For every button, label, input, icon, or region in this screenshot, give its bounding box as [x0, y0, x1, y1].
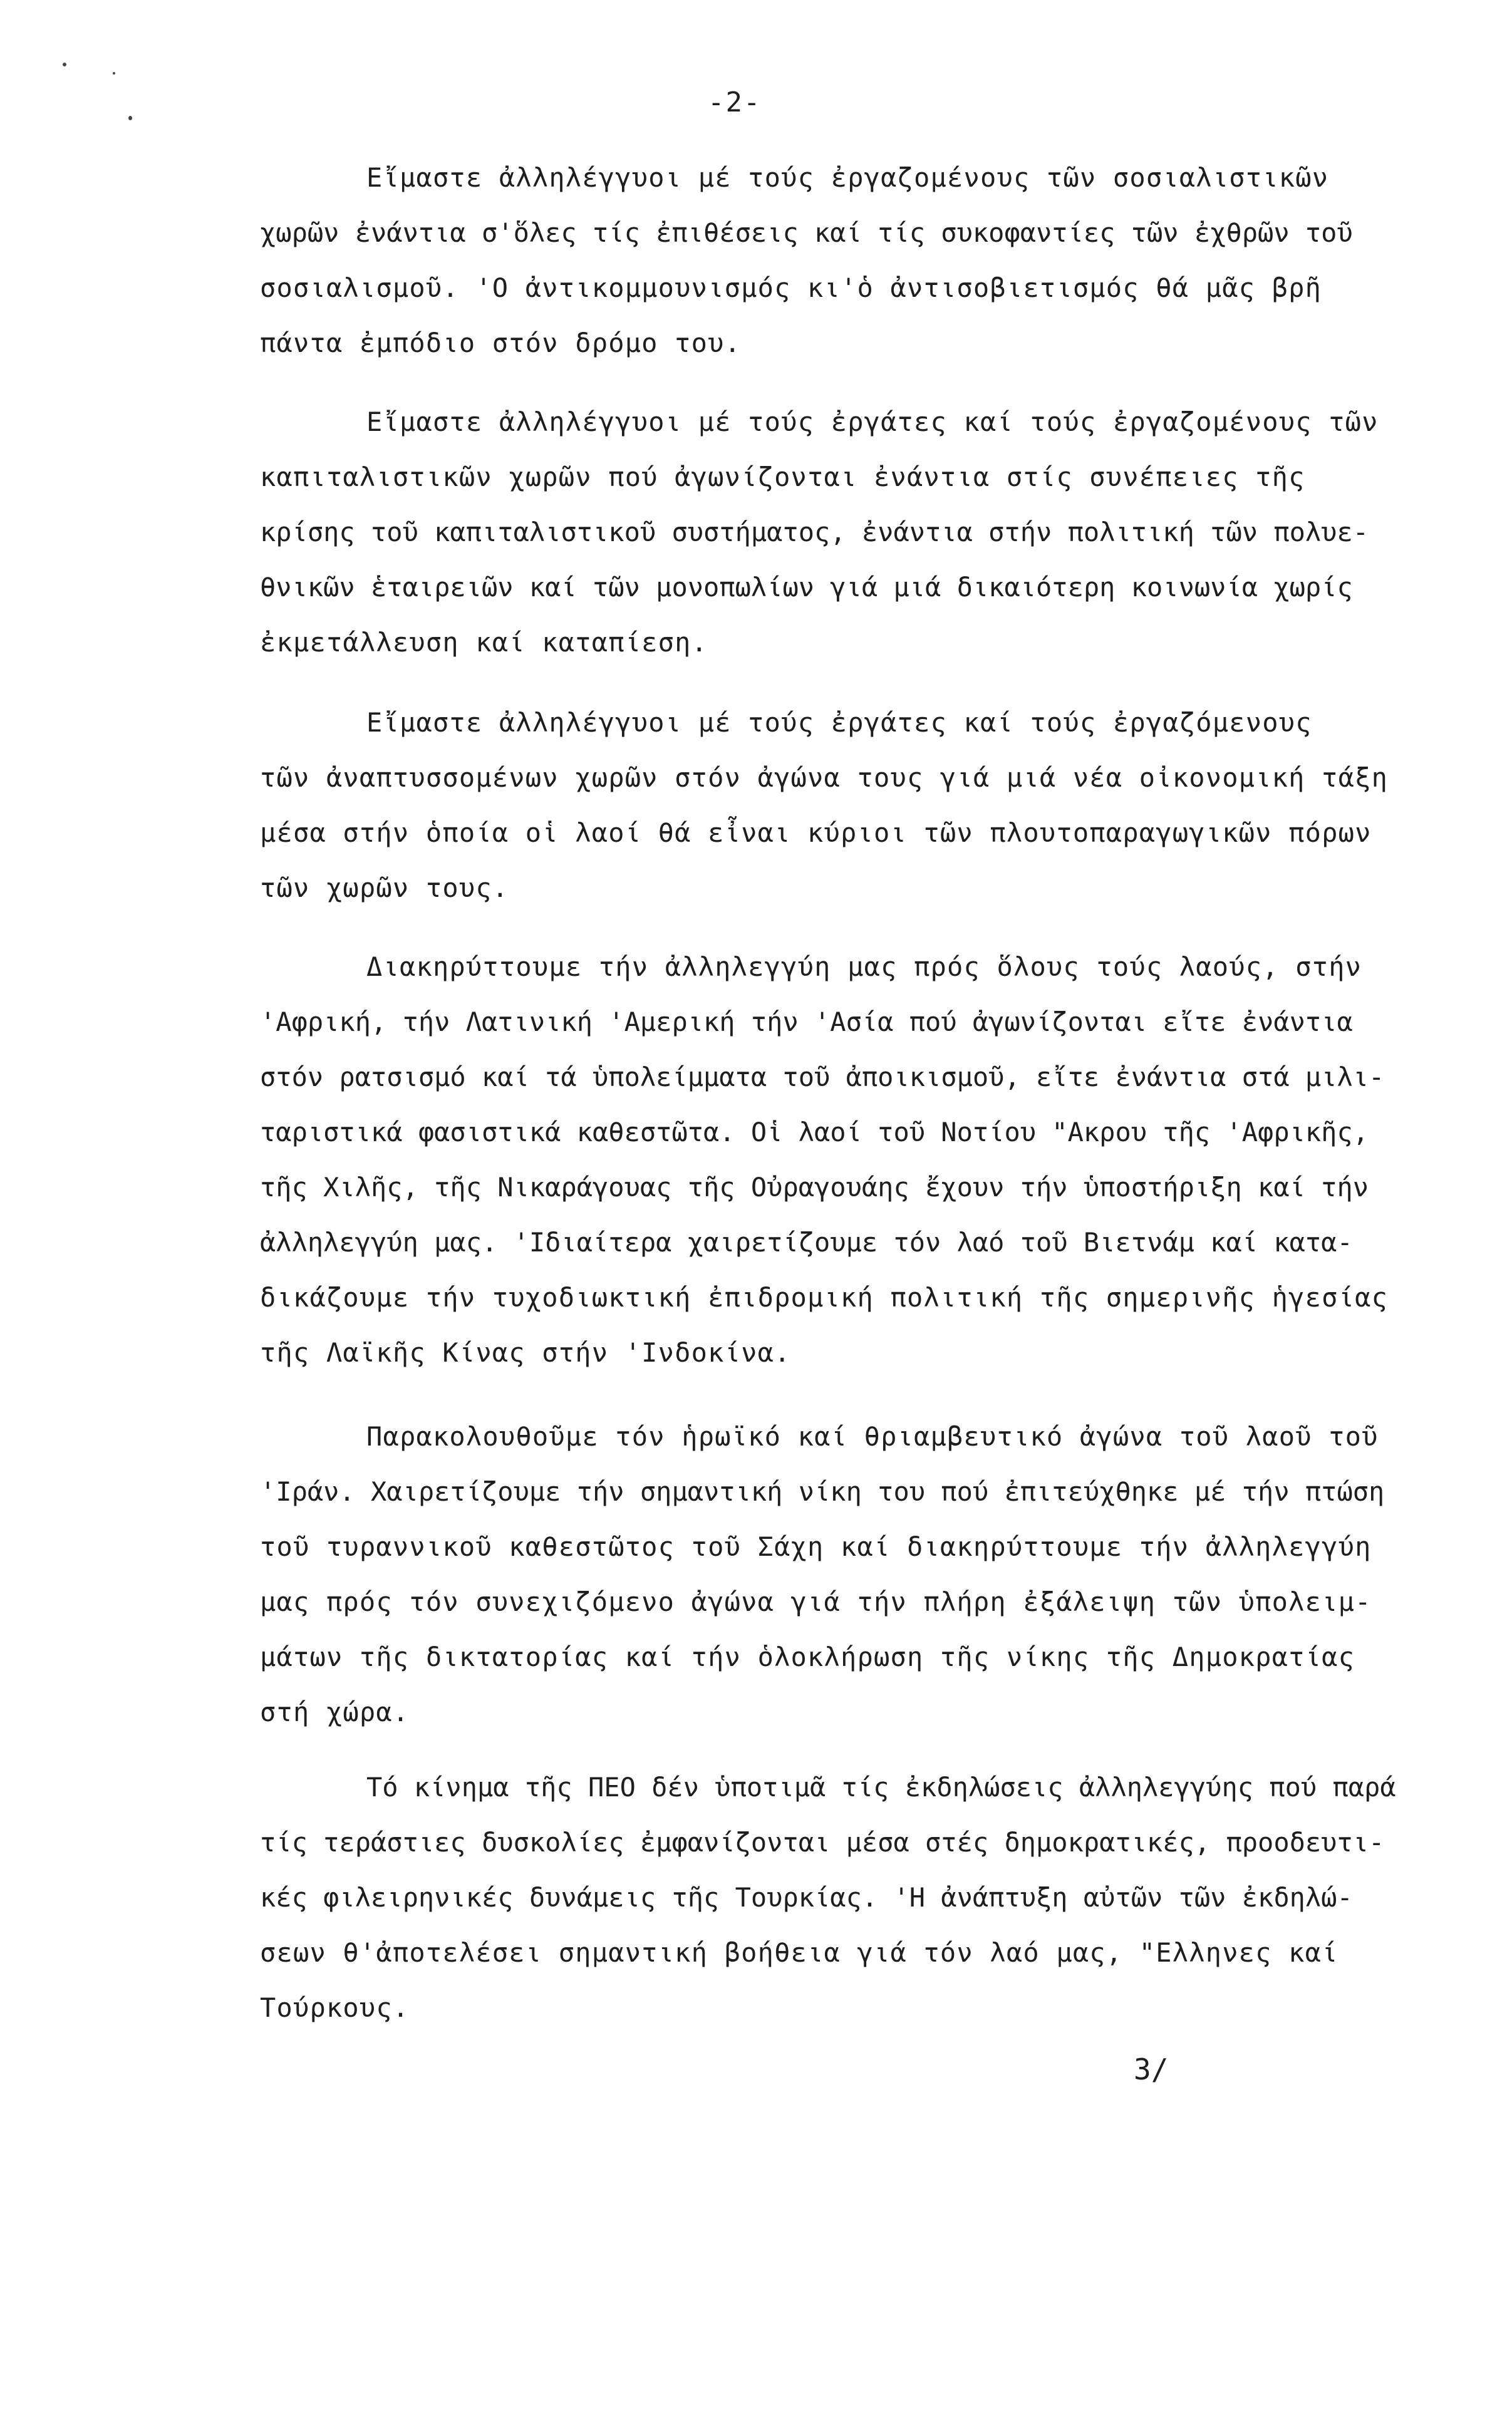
- text-line: κρίσης τοῦ καπιταλιστικοῦ συστήματος, ἐνάντια στήν πολιτική τῶν πολυε-: [260, 517, 1369, 547]
- continuation-marker: 3/: [1134, 2052, 1169, 2086]
- text-line: τῶν ἀναπτυσσομένων χωρῶν στόν ἀγώνα τους γιά μιά νέα οἰκονομική τάξη: [260, 762, 1389, 793]
- text-line: ἀλληλεγγύη μας. 'Ιδιαίτερα χαιρετίζουμε τόν λαό τοῦ Βιετνάμ καί κατα-: [260, 1227, 1353, 1258]
- text-line: μέσα στήν ὁποία οἱ λαοί θά εἶναι κύριοι τῶν πλουτοπαραγωγικῶν πόρων: [260, 817, 1372, 848]
- paragraph-peoples-solidarity: [260, 939, 1400, 1380]
- text-line: στόν ρατσισμό καί τά ὑπολείμματα τοῦ ἀποικισμοῦ, εἴτε ἐνάντια στά μιλι-: [260, 1062, 1385, 1092]
- text-line: ταριστικά φασιστικά καθεστῶτα. Οἱ λαοί τοῦ Νοτίου "Ακρου τῆς 'Αφρικῆς,: [260, 1117, 1369, 1147]
- scan-speck: [128, 116, 132, 120]
- paragraph-developing-countries: [260, 695, 1400, 916]
- text-line: πάντα ἐμπόδιο στόν δρόμο του.: [260, 328, 742, 358]
- text-line: τῆς Λαϊκῆς Κίνας στήν 'Ινδοκίνα.: [260, 1337, 791, 1368]
- text-line: τίς τεράστιες δυσκολίες ἐμφανίζονται μέσα στές δημοκρατικές, προοδευτι-: [260, 1827, 1385, 1858]
- paragraph-capitalist-workers: [260, 395, 1400, 670]
- text-line: Εἴμαστε ἀλληλέγγυοι μέ τούς ἐργάτες καί τούς ἐργαζομένους τῶν: [366, 406, 1379, 437]
- text-line: χωρῶν ἐνάντια σ'ὅλες τίς ἐπιθέσεις καί τίς συκοφαντίες τῶν ἐχθρῶν τοῦ: [260, 217, 1353, 248]
- text-line: Εἴμαστε ἀλληλέγγυοι μέ τούς ἐργάτες καί τούς ἐργαζόμενους: [366, 707, 1312, 738]
- paragraph-iran: [260, 1409, 1400, 1740]
- text-line: μάτων τῆς δικτατορίας καί τήν ὁλοκλήρωση τῆς νίκης τῆς Δημοκρατίας: [260, 1642, 1355, 1672]
- text-line: μας πρός τόν συνεχιζόμενο ἀγώνα γιά τήν πλήρη ἐξάλειψη τῶν ὑπολειμ-: [260, 1586, 1372, 1617]
- text-line: θνικῶν ἑταιρειῶν καί τῶν μονοπωλίων γιά μιά δικαιότερη κοινωνία χωρίς: [260, 572, 1353, 603]
- scan-speck: [63, 63, 66, 66]
- text-line: 'Αφρική, τήν Λατινική 'Αμερική τήν 'Ασία πού ἀγωνίζονται εἴτε ἐνάντια: [260, 1006, 1353, 1037]
- text-line: σοσιαλισμοῦ. 'Ο ἀντικομμουνισμός κι'ὁ ἀντισοβιετισμός θά μᾶς βρῆ: [260, 272, 1322, 303]
- text-line: ἐκμετάλλευση καί καταπίεση.: [260, 627, 708, 658]
- text-line: καπιταλιστικῶν χωρῶν πού ἀγωνίζονται ἐνάντια στίς συνέπειες τῆς: [260, 462, 1305, 492]
- text-line: Τούρκους.: [260, 1992, 410, 2023]
- text-line: σεων θ'ἀποτελέσει σημαντική βοήθεια γιά τόν λαό μας, "Ελληνες καί: [260, 1937, 1339, 1968]
- text-line: Παρακολουθοῦμε τόν ἡρωϊκό καί θριαμβευτικό ἀγώνα τοῦ λαοῦ τοῦ: [366, 1421, 1379, 1452]
- scan-speck: [113, 72, 115, 75]
- text-line: 'Ιράν. Χαιρετίζουμε τήν σημαντική νίκη του πού ἐπιτεύχθηκε μέ τήν πτώση: [260, 1476, 1385, 1507]
- text-line: τῆς Χιλῆς, τῆς Νικαράγουας τῆς Οὐραγουάης ἔχουν τήν ὑποστήριξη καί τήν: [260, 1172, 1369, 1203]
- page-number: -2-: [708, 86, 762, 118]
- text-line: δικάζουμε τήν τυχοδιωκτική ἐπιδρομική πολιτική τῆς σημερινῆς ἡγεσίας: [260, 1282, 1389, 1313]
- text-line: Διακηρύττουμε τήν ἀλληλεγγύη μας πρός ὅλους τούς λαούς, στήν: [366, 951, 1362, 982]
- text-line: στή χώρα.: [260, 1697, 410, 1727]
- paragraph-socialist-solidarity: [260, 150, 1400, 371]
- text-line: Εἴμαστε ἀλληλέγγυοι μέ τούς ἐργαζομένους τῶν σοσιαλιστικῶν: [366, 162, 1329, 193]
- text-line: τῶν χωρῶν τους.: [260, 872, 509, 903]
- paragraph-turkey: [260, 1760, 1400, 2036]
- text-line: Τό κίνημα τῆς ΠΕΟ δέν ὑποτιμᾶ τίς ἐκδηλώσεις ἀλληλεγγύης πού παρά: [366, 1772, 1396, 1803]
- text-line: τοῦ τυραννικοῦ καθεστῶτος τοῦ Σάχη καί διακηρύττουμε τήν ἀλληλεγγύη: [260, 1531, 1372, 1562]
- text-line: κές φιλειρηνικές δυνάμεις τῆς Τουρκίας. 'Η ἀνάπτυξη αὐτῶν τῶν ἐκδηλώ-: [260, 1882, 1353, 1913]
